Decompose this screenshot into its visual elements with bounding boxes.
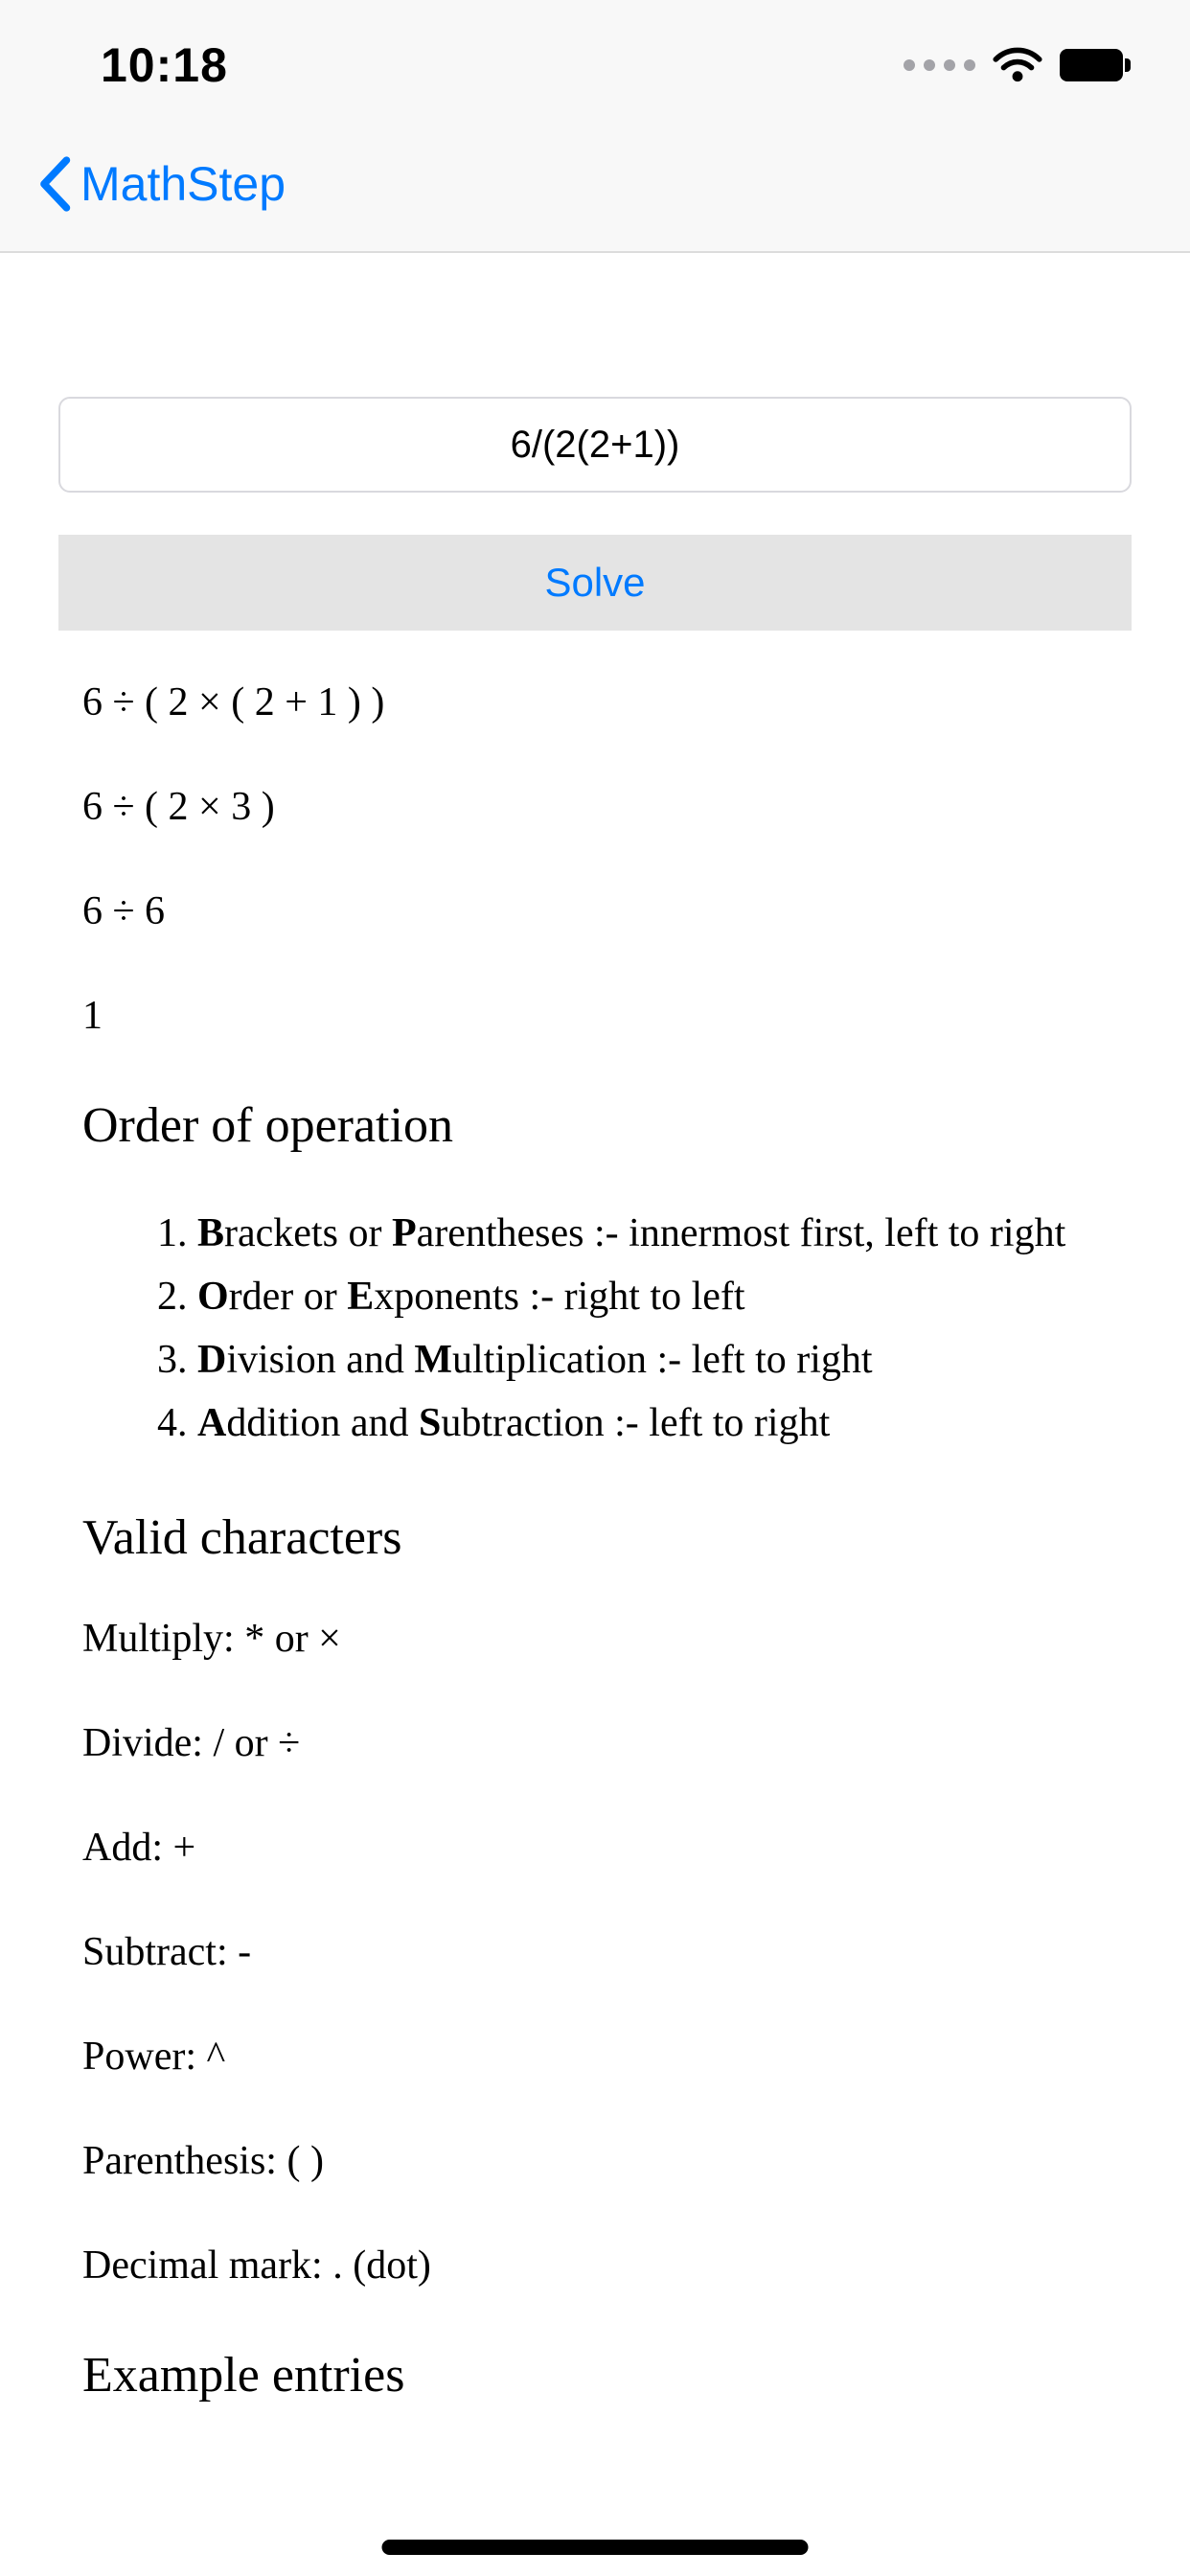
expression-input[interactable] [58, 397, 1132, 493]
order-rule-item: 1. Brackets or Parentheses :- innermost first, left to right [197, 1205, 1106, 1262]
battery-icon [1060, 49, 1131, 81]
battery-body [1060, 49, 1123, 81]
order-of-operation-title: Order of operation [82, 1098, 453, 1154]
back-chevron-icon [38, 156, 71, 212]
content-area [0, 631, 1190, 2403]
valid-characters-title: Valid characters [82, 1509, 402, 1565]
wifi-icon [993, 46, 1042, 84]
status-icons [904, 46, 1131, 84]
solution-step: 6 ÷ ( 2 × 3 ) [82, 785, 275, 830]
valid-character-line: Divide: / or ÷ [82, 1720, 301, 1765]
solution-steps [82, 680, 1106, 1039]
status-bar [0, 0, 1190, 117]
solver-panel [0, 253, 1190, 631]
order-rule-item: 3. Division and Multiplication :- left to right [197, 1331, 1106, 1389]
battery-nub [1125, 58, 1131, 72]
back-button[interactable] [38, 156, 286, 212]
valid-character-line: Power: ^ [82, 2034, 226, 2079]
order-rule-item: 2. Order or Exponents :- right to left [197, 1268, 1106, 1325]
valid-character-line: Multiply: * or × [82, 1616, 341, 1661]
valid-characters-list [82, 1617, 1106, 2288]
order-list [82, 1205, 1106, 1452]
valid-character-line: Add: + [82, 1825, 196, 1870]
order-rule-item: 4. Addition and Subtraction :- left to right [197, 1394, 1106, 1452]
valid-character-line: Subtract: - [82, 1929, 252, 1974]
example-entries-title: Example entries [82, 2347, 405, 2403]
valid-character-line: Decimal mark: . (dot) [82, 2242, 431, 2288]
home-indicator[interactable] [382, 2540, 809, 2555]
solution-step: 6 ÷ 6 [82, 889, 166, 934]
status-time: 10:18 [101, 38, 228, 92]
header [0, 0, 1190, 253]
nav-bar [0, 117, 1190, 251]
solve-button[interactable]: Solve [58, 535, 1132, 631]
solution-step: 1 [82, 994, 103, 1039]
solution-step: 6 ÷ ( 2 × ( 2 + 1 ) ) [82, 680, 385, 724]
valid-character-line: Parenthesis: ( ) [82, 2138, 324, 2183]
back-button-label: MathStep [80, 157, 286, 211]
cellular-signal-icon [904, 59, 975, 71]
